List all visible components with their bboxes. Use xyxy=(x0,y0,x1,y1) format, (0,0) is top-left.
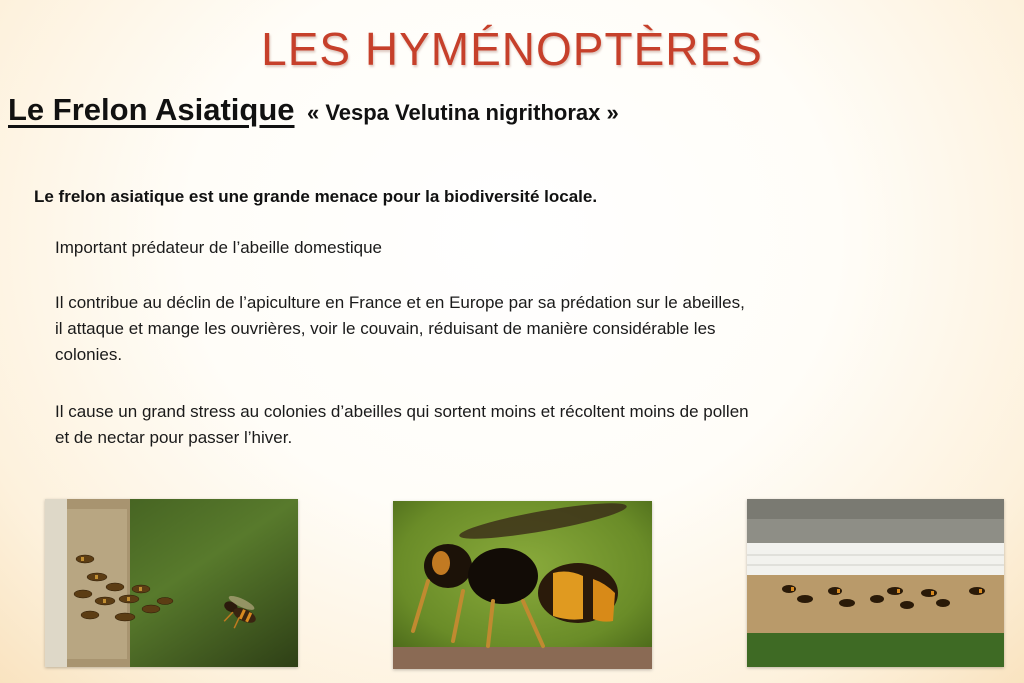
paragraph-line: Il contribue au déclin de l’apiculture en France et en Europe par sa prédation sur le abeilles, xyxy=(55,293,745,312)
intro-sentence: Le frelon asiatique est une grande menace pour la biodiversité locale. xyxy=(34,187,598,206)
paragraph-line: Il cause un grand stress au colonies d’abeilles qui sortent moins et récoltent moins de pollen xyxy=(55,402,749,421)
paragraph-decline xyxy=(55,290,935,368)
slide-title: LES HYMÉNOPTÈRES xyxy=(261,23,763,75)
paragraph-line: colonies. xyxy=(55,345,123,364)
photo-hornet-closeup xyxy=(393,501,652,669)
paragraph-line: Important prédateur de l’abeille domestique xyxy=(55,238,382,257)
paragraph-stress xyxy=(55,399,935,451)
paragraph-line: il attaque et mange les ouvrières, voir le couvain, réduisant de manière considérable les xyxy=(55,319,716,338)
photo-hornet-hunting-bees xyxy=(45,499,298,667)
subtitle-row xyxy=(8,92,619,128)
paragraph-line: et de nectar pour passer l’hiver. xyxy=(55,428,293,447)
photo-hive-entrance xyxy=(747,499,1004,667)
subtitle: Le Frelon Asiatique xyxy=(8,92,295,127)
paragraph-predator xyxy=(55,235,935,261)
latin-name: « Vespa Velutina nigrithorax » xyxy=(306,100,619,125)
